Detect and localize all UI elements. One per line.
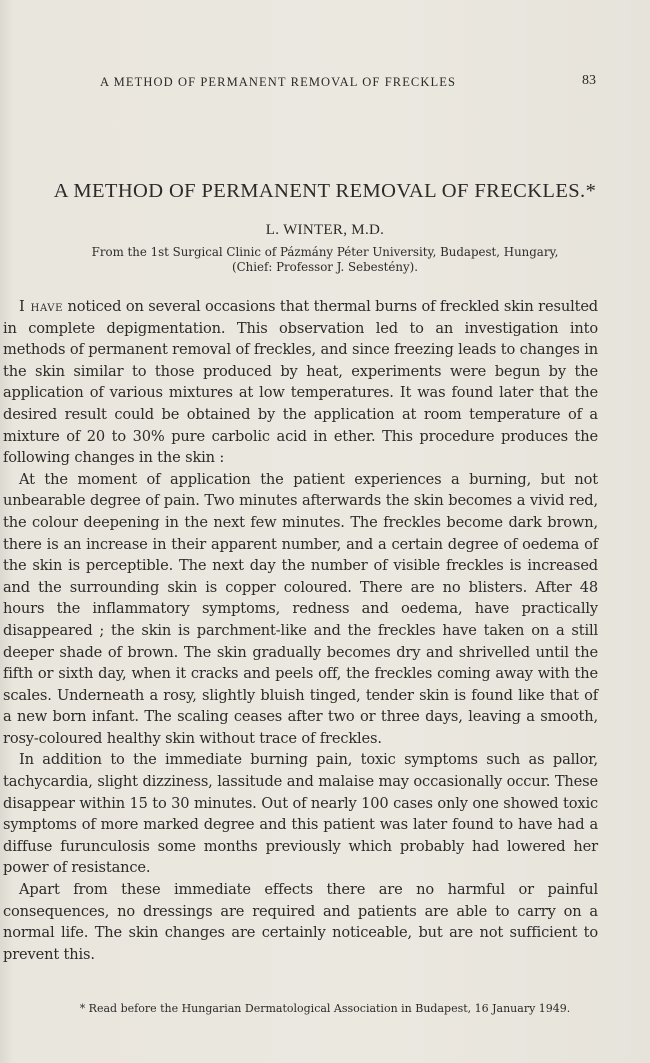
- author-name: L. WINTER, M.D.: [265, 222, 385, 238]
- paragraph-4: Apart from these immediate effects there are no harmful or painful consequences, no dressings are required and patients are able to carry on a normal life. The skin changes are certainly noticeable, but are not sufficient to prevent this.: [3, 881, 598, 963]
- running-head: [0, 75, 650, 93]
- article-title: A METHOD OF PERMANENT REMOVAL OF FRECKLES.*: [53, 180, 597, 202]
- paragraph-1-text: noticed on several occasions that thermal burns of freckled skin resulted in complete depigmentation. This observation led to an investigation into methods of permanent removal of freckles, and since freezing leads to changes in the skin similar to those produced by heat, experiments were begun by the application of various mixtures at low temperatures. It was found later that the desired result could be obtained by the application at room temperature of a mixture of 20 to 30% pure carbolic acid in ether. This procedure produces the following changes in the skin :: [3, 298, 598, 467]
- article-body: [3, 296, 598, 965]
- running-title: A METHOD OF PERMANENT REMOVAL OF FRECKLES: [100, 75, 457, 89]
- affiliation-line-1: From the 1st Surgical Clinic of Pázmány Péter University, Budapest, Hungary,: [91, 245, 559, 259]
- footnote: * Read before the Hungarian Dermatological Association in Budapest, 16 January 1949.: [79, 1002, 571, 1015]
- paragraph-1-lead: I have: [19, 298, 63, 315]
- paragraph-1: [3, 296, 598, 469]
- affiliation-line-2: (Chief: Professor J. Sebestény).: [232, 260, 418, 274]
- page-number: 83: [582, 73, 596, 88]
- paragraph-2: At the moment of application the patient experiences a burning, but not unbearable degree of pain. Two minutes afterwards the skin becomes a vivid red, the colour deepening in the next few minutes. The freckles become dark brown, there is an increase in their apparent number, and a certain degree of oedema of the skin is perceptible. The next day the number of visible freckles is increased and the surrounding skin is copper coloured. There are no blisters. After 48 hours the inflammatory symptoms, redness and oedema, have practically disappeared ; the skin is parchment-like and the freckles have taken on a still deeper shade of brown. The skin gradually becomes dry and shrivelled until the fifth or sixth day, when it cracks and peels off, the freckles coming away with the scales. Underneath a rosy, slightly bluish tinged, tender skin is found like that of a new born infant. The scaling ceases after two or three days, leaving a smooth, rosy-coloured healthy skin without trace of freckles.: [3, 470, 598, 747]
- paragraph-3: In addition to the immediate burning pain, toxic symptoms such as pallor, tachycardia, slight dizziness, lassitude and malaise may occasionally occur. These disappear within 15 to 30 minutes. Out of nearly 100 cases only one showed toxic symptoms of more marked degree and this patient was later found to have had a diffuse furunculosis some months previously which probably had lowered her power of resistance.: [3, 751, 598, 877]
- author-affiliation: [0, 245, 650, 275]
